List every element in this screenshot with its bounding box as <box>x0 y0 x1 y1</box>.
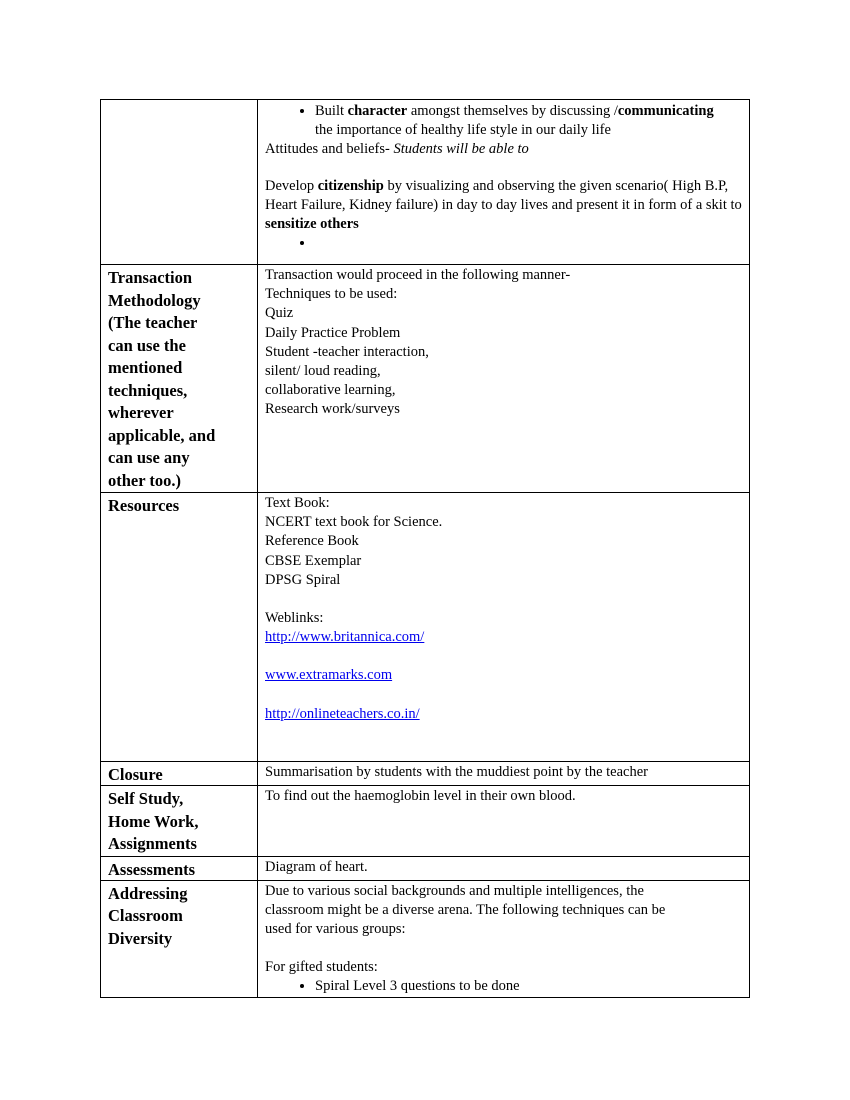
table-row-selfstudy <box>101 786 750 857</box>
skills-bullet-list <box>265 102 743 140</box>
gifted-bullet: • Spiral Level 3 questions to be done <box>315 977 743 996</box>
resources-label: Resources <box>101 493 258 762</box>
character-bullet: • Built character amongst themselves by discussing /communicating the importance of healthy life style in our daily life <box>315 102 743 140</box>
transaction-content: Transaction would proceed in the following manner- Techniques to be used: Quiz Daily Practice Problem Student -teacher interaction, silent/ loud reading, collaborative learning, Research work/surveys <box>258 265 750 493</box>
extramarks-link[interactable]: www.extramarks.com <box>265 667 393 684</box>
table-row-diversity <box>101 880 750 997</box>
selfstudy-content: To find out the haemoglobin level in their own blood. <box>258 786 750 857</box>
assessments-content: Diagram of heart. <box>258 856 750 880</box>
table-row-closure <box>101 762 750 786</box>
table-row-assessments <box>101 856 750 880</box>
closure-content: Summarisation by students with the muddiest point by the teacher <box>258 762 750 786</box>
weblinks-label: Weblinks: <box>265 610 324 627</box>
closure-label: Closure <box>101 762 258 786</box>
onlineteachers-link[interactable]: http://onlineteachers.co.in/ <box>265 705 420 722</box>
table-row-transaction <box>101 265 750 493</box>
attitudes-line: Attitudes and beliefs- Students will be able to <box>265 141 529 158</box>
objectives-cell <box>258 100 750 265</box>
empty-label-cell <box>101 100 258 265</box>
britannica-link[interactable]: http://www.britannica.com/ <box>265 629 425 646</box>
citizenship-paragraph: Develop citizenship by visualizing and observing the given scenario( High B.P, Heart Failure, Kidney failure) in day to day lives and present it in form of a skit to sensitize others <box>265 177 742 233</box>
table-row-resources <box>101 493 750 762</box>
transaction-label: Transaction Methodology (The teacher can use the mentioned techniques, wherever applicable, and can use any other too.) <box>101 265 258 493</box>
gifted-heading: For gifted students: <box>265 959 378 976</box>
empty-bullet <box>315 234 743 253</box>
empty-bullet-list <box>265 234 743 253</box>
assessments-label: Assessments <box>101 856 258 880</box>
resources-content: Text Book: NCERT text book for Science. Reference Book CBSE Exemplar DPSG Spiral Weblinks: http://www.britannica.com/ www.extramarks.com http://onlineteachers.co.in/ <box>258 493 750 762</box>
selfstudy-label: Self Study, Home Work, Assignments <box>101 786 258 857</box>
diversity-label: Addressing Classroom Diversity <box>101 880 258 997</box>
diversity-content: Due to various social backgrounds and multiple intelligences, the classroom might be a diverse arena. The following techniques can be used for various groups: For gifted students: • Spiral Level 3 questions to be done <box>258 880 750 997</box>
lesson-plan-table <box>100 99 750 998</box>
gifted-bullet-list <box>265 977 743 996</box>
table-row-objectives-continued <box>101 100 750 265</box>
